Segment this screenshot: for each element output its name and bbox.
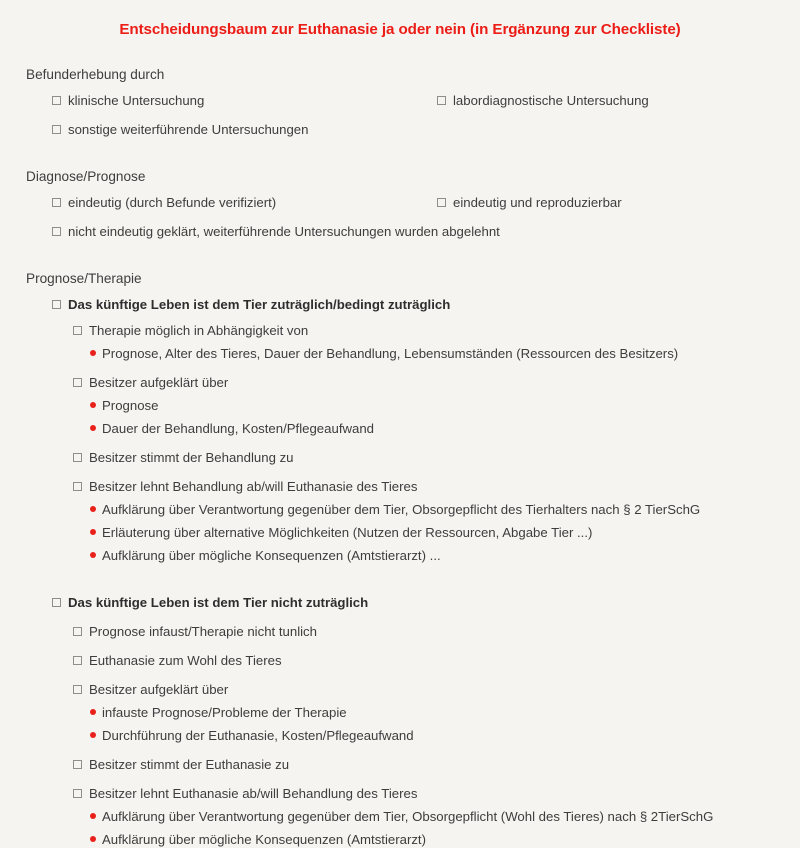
spacer: [0, 564, 800, 594]
checkbox-icon[interactable]: [52, 227, 61, 236]
bullet-icon: [90, 552, 96, 558]
checkbox-icon[interactable]: [73, 760, 82, 769]
bullet-item: [0, 397, 800, 414]
checkbox-item-klinische-untersuchung[interactable]: [52, 92, 437, 109]
bullet-label: Prognose, Alter des Tieres, Dauer der Behandlung, Lebensumständen (Ressourcen des Besitzers): [102, 346, 679, 361]
checkbox-label: eindeutig (durch Befunde verifiziert): [68, 195, 277, 210]
checkbox-label: Besitzer aufgeklärt über: [89, 375, 229, 390]
spacer: [0, 773, 800, 785]
checkbox-icon[interactable]: [52, 198, 61, 207]
checkbox-item-eindeutig-reproduzierbar[interactable]: [437, 194, 800, 211]
branch-zutraeglich: [0, 296, 800, 564]
checkbox-label: Therapie möglich in Abhängigkeit von: [89, 323, 309, 338]
checkbox-item-besitzer-lehnt-euthanasie-ab[interactable]: [0, 785, 800, 802]
spacer: [0, 611, 800, 623]
checkbox-icon[interactable]: [73, 326, 82, 335]
bullet-icon: [90, 402, 96, 408]
checkbox-icon[interactable]: [73, 378, 82, 387]
bullet-item: [0, 524, 800, 541]
spacer: [0, 744, 800, 756]
bullet-icon: [90, 836, 96, 842]
checkbox-label: klinische Untersuchung: [68, 93, 205, 108]
checkbox-label: Euthanasie zum Wohl des Tieres: [89, 653, 282, 668]
bullet-icon: [90, 425, 96, 431]
spacer: [0, 240, 800, 270]
section-heading: Diagnose/Prognose: [26, 169, 146, 184]
checkbox-label: Das künftige Leben ist dem Tier zuträglich/bedingt zuträglich: [68, 297, 451, 312]
checkbox-item-nicht-eindeutig-geklaert[interactable]: [0, 223, 800, 240]
checkbox-label: Besitzer stimmt der Behandlung zu: [89, 450, 294, 465]
branch-nicht-zutraeglich: [0, 594, 800, 848]
checkbox-icon[interactable]: [73, 656, 82, 665]
spacer: [0, 437, 800, 449]
checkbox-item-besitzer-stimmt-behandlung-zu[interactable]: [0, 449, 800, 466]
section-rows: [0, 194, 800, 240]
checkbox-item-sonstige-untersuchungen[interactable]: [0, 121, 800, 138]
checkbox-label: labordiagnostische Untersuchung: [453, 93, 649, 108]
bullet-item: [0, 547, 800, 564]
section-prognose-therapie: [0, 270, 800, 848]
section-heading: Befunderhebung durch: [26, 67, 165, 82]
checkbox-icon[interactable]: [73, 482, 82, 491]
bullet-label: infauste Prognose/Probleme der Therapie: [102, 705, 347, 720]
bullet-item: [0, 704, 800, 721]
bullet-item: [0, 727, 800, 744]
checkbox-icon[interactable]: [437, 198, 446, 207]
checkbox-icon[interactable]: [73, 789, 82, 798]
bullet-label: Aufklärung über Verantwortung gegenüber dem Tier, Obsorgepflicht (Wohl des Tieres) nach § 2TierSchG: [102, 809, 714, 824]
bullet-label: Prognose: [102, 398, 159, 413]
checkbox-label: Das künftige Leben ist dem Tier nicht zuträglich: [68, 595, 369, 610]
bullet-label: Aufklärung über mögliche Konsequenzen (Amtstierarzt) ...: [102, 548, 441, 563]
checkbox-row: [0, 194, 800, 211]
bullet-icon: [90, 529, 96, 535]
spacer: [0, 138, 800, 168]
checkbox-item-therapie-moeglich[interactable]: [0, 322, 800, 339]
checkbox-label: eindeutig und reproduzierbar: [453, 195, 622, 210]
spacer: [0, 669, 800, 681]
bullet-label: Erläuterung über alternative Möglichkeiten (Nutzen der Ressourcen, Abgabe Tier ...): [102, 525, 593, 540]
bullet-icon: [90, 732, 96, 738]
bullet-icon: [90, 506, 96, 512]
checkbox-label: nicht eindeutig geklärt, weiterführende Untersuchungen wurden abgelehnt: [68, 224, 500, 239]
spacer: [0, 83, 800, 92]
checkbox-label: sonstige weiterführende Untersuchungen: [68, 122, 309, 137]
checkbox-icon[interactable]: [52, 598, 61, 607]
checkbox-item-eindeutig-verifiziert[interactable]: [52, 194, 437, 211]
section-diagnose-prognose: [0, 168, 800, 240]
bullet-label: Aufklärung über Verantwortung gegenüber dem Tier, Obsorgepflicht des Tierhalters nach § 2 TierSchG: [102, 502, 701, 517]
spacer: [0, 313, 800, 322]
checkbox-label: Besitzer lehnt Behandlung ab/will Euthanasie des Tieres: [89, 479, 418, 494]
checkbox-row: [0, 92, 800, 109]
spacer: [0, 287, 800, 296]
spacer: [0, 640, 800, 652]
spacer: [0, 362, 800, 374]
spacer: [0, 211, 800, 223]
checkbox-item-besitzer-aufgeklaert-a[interactable]: [0, 374, 800, 391]
bullet-icon: [90, 350, 96, 356]
checkbox-icon[interactable]: [73, 453, 82, 462]
bullet-icon: [90, 813, 96, 819]
bullet-label: Dauer der Behandlung, Kosten/Pflegeaufwand: [102, 421, 375, 436]
spacer: [0, 109, 800, 121]
bullet-item: [0, 808, 800, 825]
checkbox-item-euthanasie-zum-wohl[interactable]: [0, 652, 800, 669]
section-heading: Prognose/Therapie: [26, 271, 142, 286]
checkbox-item-besitzer-aufgeklaert-b[interactable]: [0, 681, 800, 698]
checkbox-label: Besitzer stimmt der Euthanasie zu: [89, 757, 290, 772]
checkbox-icon[interactable]: [52, 96, 61, 105]
page-title: Entscheidungsbaum zur Euthanasie ja oder nein (in Ergänzung zur Checkliste): [119, 21, 681, 38]
bullet-item: [0, 420, 800, 437]
section-befunderhebung: [0, 66, 800, 138]
bullet-item: [0, 501, 800, 518]
checkbox-icon[interactable]: [52, 300, 61, 309]
spacer: [0, 185, 800, 194]
checkbox-item-branch-b-title[interactable]: [0, 594, 800, 611]
spacer: [0, 40, 800, 66]
checkbox-icon[interactable]: [73, 685, 82, 694]
checkbox-label: Prognose infaust/Therapie nicht tunlich: [89, 624, 317, 639]
checkbox-item-labordiagnostische-untersuchung[interactable]: [437, 92, 800, 109]
checkbox-icon[interactable]: [437, 96, 446, 105]
checkbox-label: Besitzer aufgeklärt über: [89, 682, 229, 697]
checkbox-item-besitzer-lehnt-behandlung-ab[interactable]: [0, 478, 800, 495]
checkbox-item-besitzer-stimmt-euthanasie-zu[interactable]: [0, 756, 800, 773]
section-rows: [0, 92, 800, 138]
checkbox-icon[interactable]: [52, 125, 61, 134]
checkbox-icon[interactable]: [73, 627, 82, 636]
bullet-icon: [90, 709, 96, 715]
checkbox-item-branch-a-title[interactable]: [0, 296, 800, 313]
spacer: [0, 466, 800, 478]
checkbox-label: Besitzer lehnt Euthanasie ab/will Behandlung des Tieres: [89, 786, 418, 801]
bullet-label: Aufklärung über mögliche Konsequenzen (Amtstierarzt): [102, 832, 426, 847]
bullet-item: [0, 345, 800, 362]
bullet-item: [0, 831, 800, 848]
checkbox-item-prognose-infaust[interactable]: [0, 623, 800, 640]
bullet-label: Durchführung der Euthanasie, Kosten/Pflegeaufwand: [102, 728, 414, 743]
